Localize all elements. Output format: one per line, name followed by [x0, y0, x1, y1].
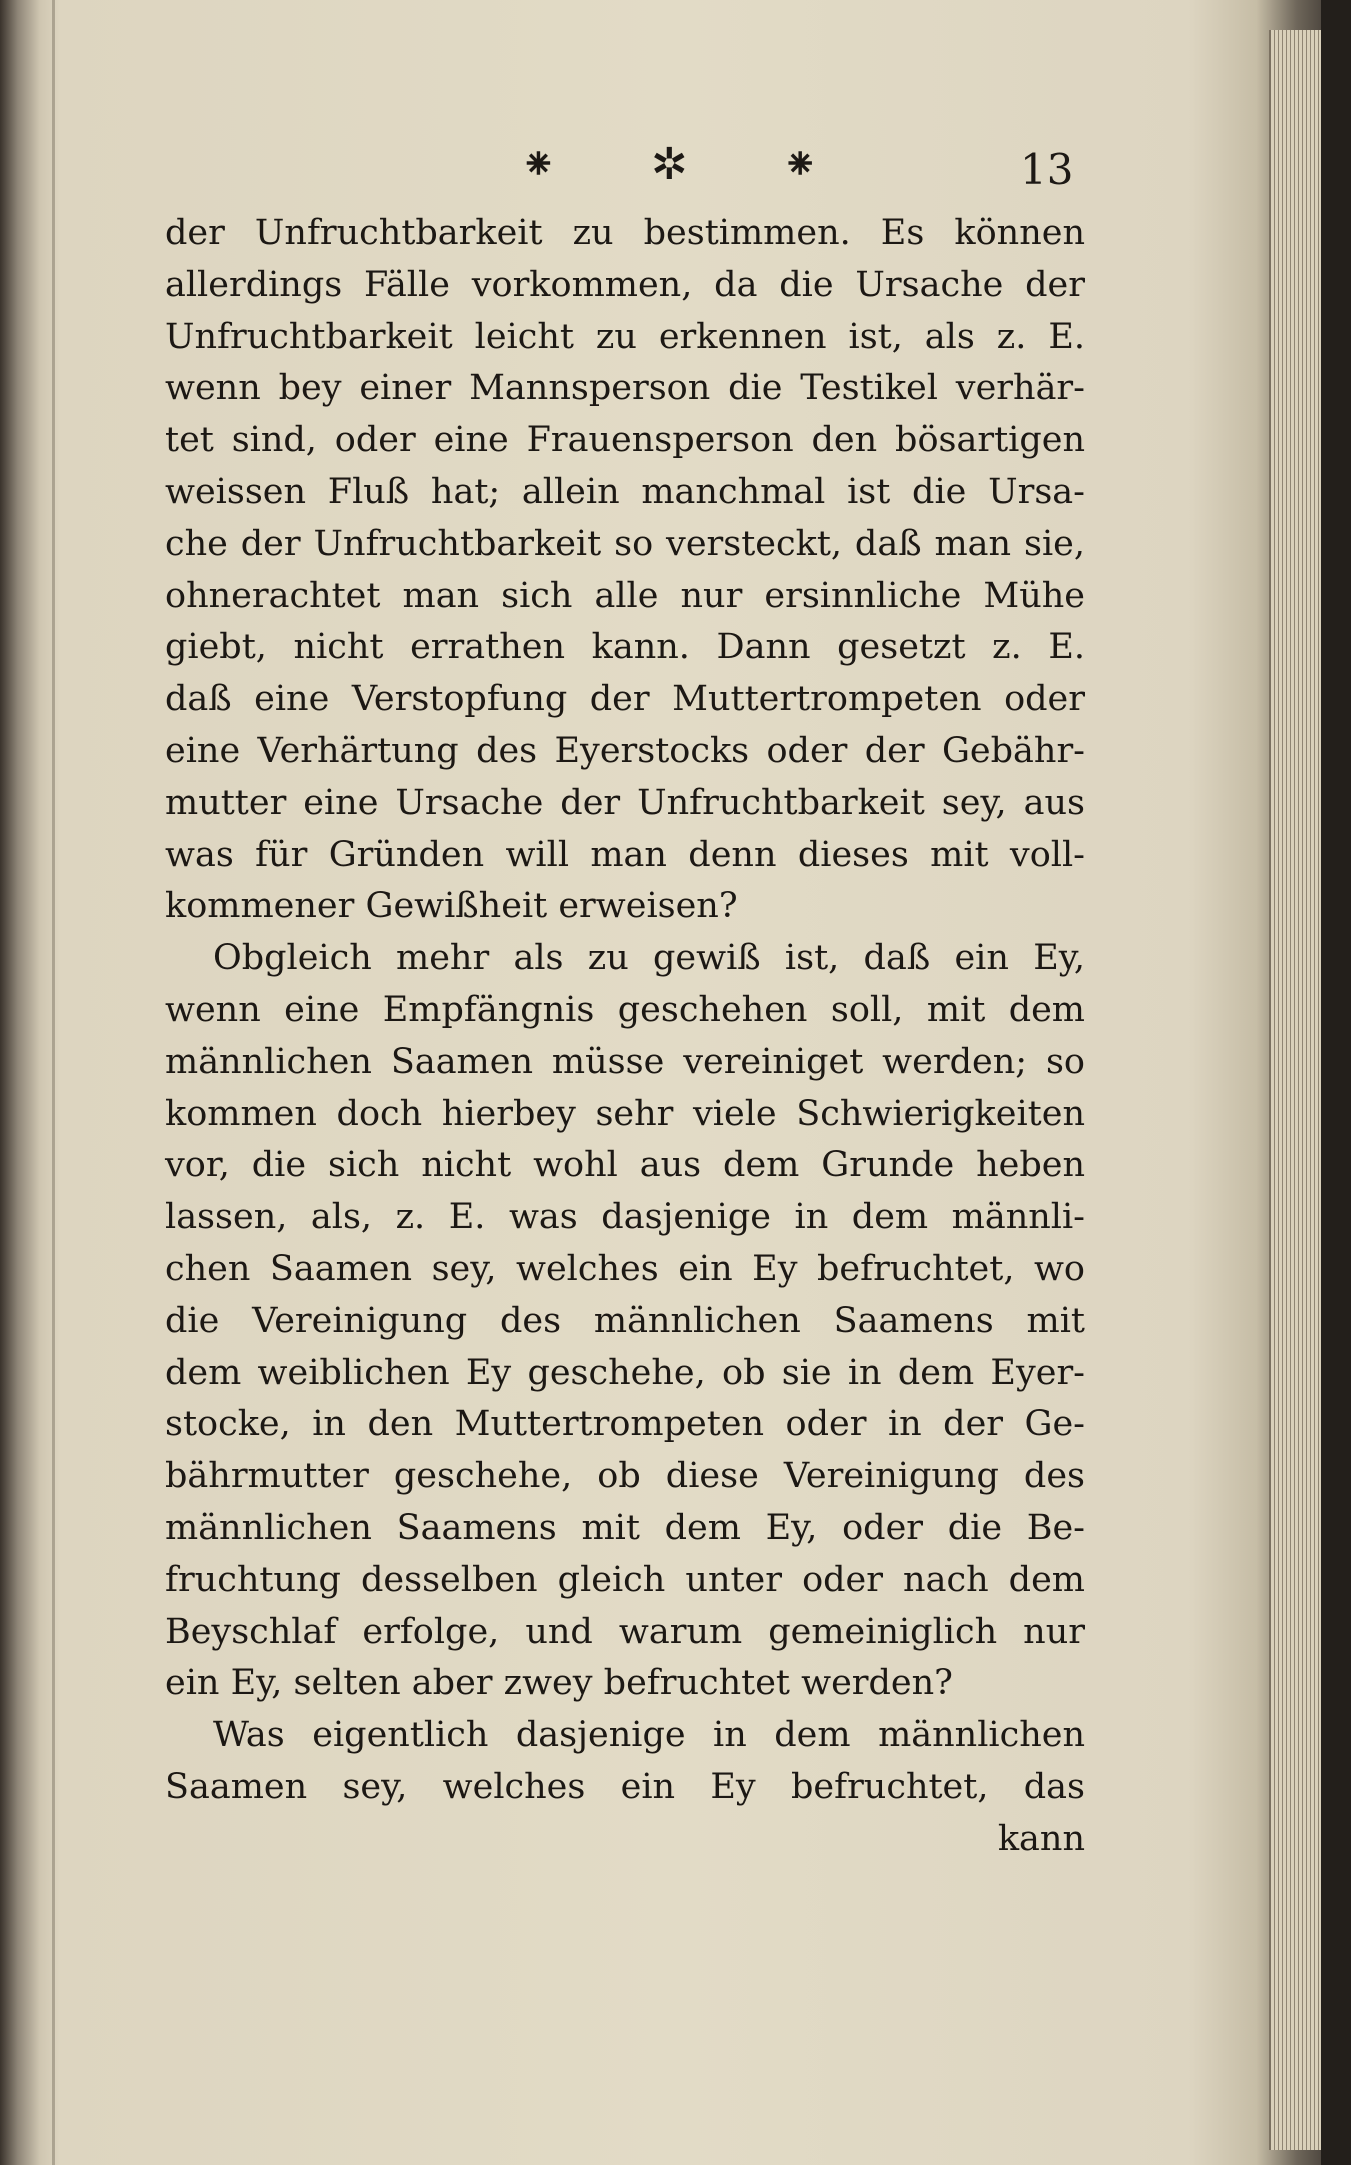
text-line: eine Verhärtung des Eyerstocks oder der Gebähr-	[165, 730, 1085, 771]
text-line: lassen, als, z. E. was dasjenige in dem männli-	[165, 1197, 1085, 1238]
text-line: wenn eine Empfängnis geschehen soll, mit dem	[165, 989, 1085, 1030]
paragraph-2	[165, 933, 1085, 1710]
text-line: Obgleich mehr als zu gewiß ist, daß ein Ey,	[213, 938, 1085, 979]
text-line: Beyschlaf erfolge, und warum gemeiniglich nur	[165, 1611, 1085, 1652]
text-line: männlichen Saamens mit dem Ey, oder die Be-	[165, 1507, 1085, 1548]
text-line: daß eine Verstopfung der Muttertrompeten oder	[165, 679, 1085, 720]
text-line: der Unfruchtbarkeit zu bestimmen. Es können	[165, 213, 1085, 253]
text-line: dem weiblichen Ey geschehe, ob sie in dem Eyer-	[165, 1352, 1085, 1393]
book-gutter	[52, 0, 55, 2165]
body-text	[165, 208, 1085, 1866]
background-edge	[1321, 0, 1351, 2165]
text-line: mutter eine Ursache der Unfruchtbarkeit sey, aus	[165, 782, 1085, 823]
running-head	[60, 135, 1255, 195]
text-line: che der Unfruchtbarkeit so versteckt, daß man sie,	[165, 523, 1085, 564]
text-line: ein Ey, selten aber zwey befruchtet werden?	[165, 1663, 953, 1704]
text-line: männlichen Saamen müsse vereiniget werden; so	[165, 1041, 1085, 1082]
text-line: ohnerachtet man sich alle nur ersinnliche Mühe	[165, 575, 1085, 616]
text-line: weissen Fluß hat; allein manchmal ist die Ursa-	[165, 471, 1085, 512]
text-line: tet sind, oder eine Frauensperson den bösartigen	[165, 420, 1085, 461]
paragraph-3	[165, 1710, 1085, 1814]
text-line: Saamen sey, welches ein Ey befruchtet, das	[165, 1766, 1085, 1807]
book-page	[60, 30, 1255, 2130]
text-line: allerdings Fälle vorkommen, da die Ursache der	[165, 264, 1085, 305]
text-line: Was eigentlich dasjenige in dem männlichen	[213, 1715, 1085, 1756]
text-line: vor, die sich nicht wohl aus dem Grunde heben	[165, 1145, 1085, 1186]
text-line: fruchtung desselben gleich unter oder nach dem	[165, 1559, 1085, 1600]
text-line: bährmutter geschehe, ob diese Vereinigung des	[165, 1456, 1085, 1497]
text-line: kommener Gewißheit erweisen?	[165, 886, 738, 927]
text-line: die Vereinigung des männlichen Saamens mit	[165, 1300, 1085, 1341]
page-number: 13	[1020, 145, 1074, 194]
text-line: stocke, in den Muttertrompeten oder in der Ge-	[165, 1404, 1085, 1445]
catchword: kann	[997, 1818, 1085, 1859]
text-line: kommen doch hierbey sehr viele Schwierigkeiten	[165, 1093, 1085, 1134]
text-line: Unfruchtbarkeit leicht zu erkennen ist, als z. E.	[165, 316, 1085, 357]
text-line: wenn bey einer Mannsperson die Testikel verhär-	[165, 368, 1085, 409]
text-line: giebt, nicht errathen kann. Dann gesetzt z. E.	[165, 627, 1085, 668]
paragraph-1	[165, 208, 1085, 933]
text-line: was für Gründen will man denn dieses mit voll-	[165, 834, 1085, 875]
printer-ornament: ⁕ ✲ ⁕	[520, 139, 859, 190]
text-line: chen Saamen sey, welches ein Ey befruchtet, wo	[165, 1248, 1085, 1289]
